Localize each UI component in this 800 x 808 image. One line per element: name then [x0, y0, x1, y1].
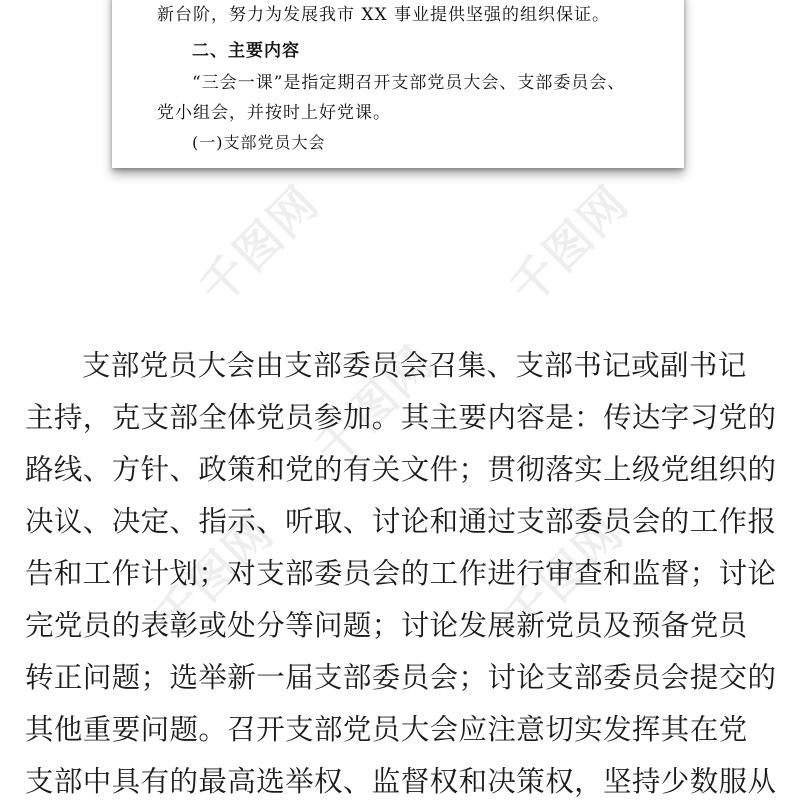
body-line: 其他重要问题。召开支部党员大会应注意切实发挥其在党 — [25, 713, 748, 746]
body-line: 支部党员大会由支部委员会召集、支部书记或副书记 — [82, 349, 747, 382]
watermark: 千图网 — [144, 505, 285, 646]
watermark: 千图网 — [494, 505, 635, 646]
subsection-heading: (一)支部党员大会 — [192, 133, 326, 152]
body-line: 完党员的表彰或处分等问题；讨论发展新党员及预备党员 — [25, 609, 748, 642]
section-heading: 二、主要内容 — [192, 41, 300, 61]
watermark: 千图网 — [304, 335, 445, 476]
watermark: 千图网 — [499, 175, 640, 316]
body-line: 告和工作计划；对支部委员会的工作进行审查和监督；讨论 — [25, 557, 777, 590]
body-line: 转正问题；选举新一届支部委员会；讨论支部委员会提交的 — [25, 661, 777, 694]
body-line: 支部中具有的最高选举权、监督权和决策权，坚持少数服从 — [25, 765, 777, 798]
doc-text-line: 新台阶，努力为发展我市 XX 事业提供坚强的组织保证。 — [157, 5, 611, 25]
document-preview-card — [112, 0, 684, 168]
body-paragraph — [25, 340, 780, 808]
doc-text-line: “三会一课”是指定期召开支部党员大会、支部委员会、 — [192, 73, 626, 93]
watermark: 千图网 — [189, 175, 330, 316]
body-line: 决议、决定、指示、听取、讨论和通过支部委员会的工作报 — [25, 505, 777, 538]
body-line: 主持，克支部全体党员参加。其主要内容是：传达字习党的 — [25, 401, 777, 434]
doc-text-line: 党小组会，并按时上好党课。 — [157, 103, 391, 123]
body-line: 路线、方针、政策和党的有关文件；贯彻落实上级党组织的 — [25, 453, 777, 486]
